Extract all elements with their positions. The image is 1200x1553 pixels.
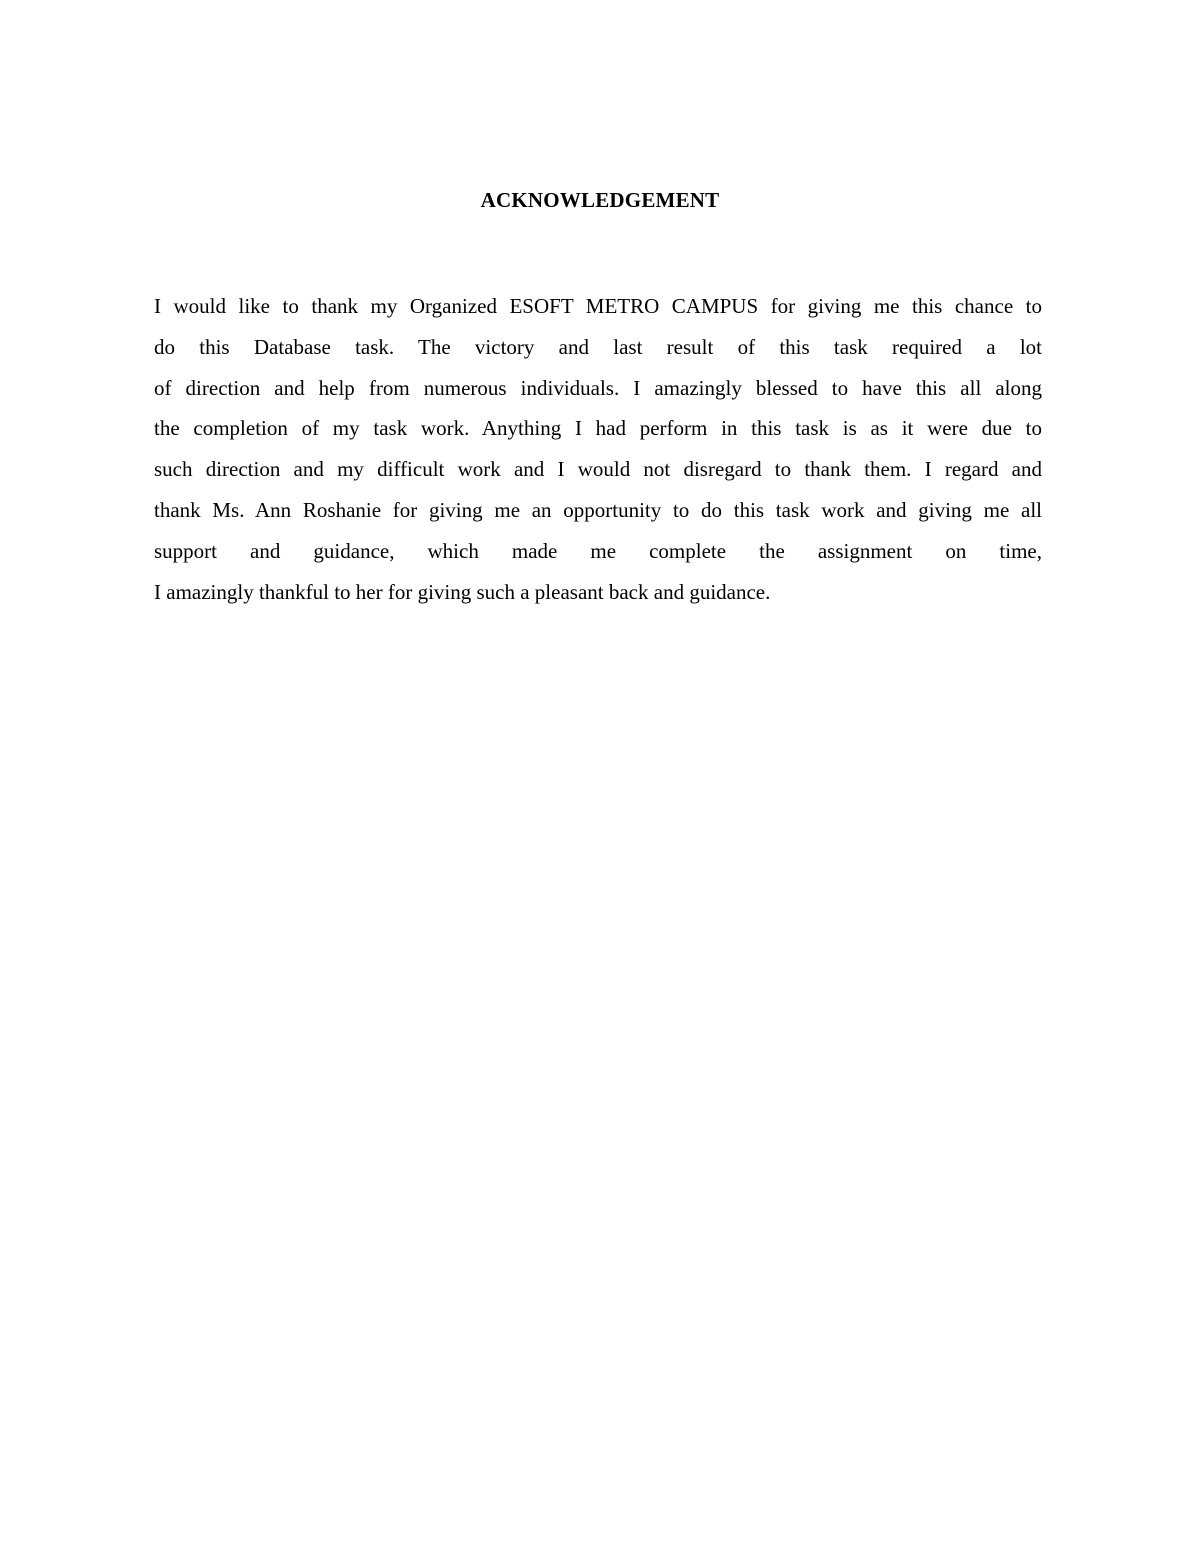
paragraph-line: I amazingly thankful to her for giving such a pleasant back and guidance. bbox=[154, 579, 771, 604]
paragraph-line: the completion of my task work. Anything I had perform in this task is as it were due to bbox=[154, 416, 1042, 441]
paragraph-line: support and guidance, which made me complete the assignment on time, bbox=[154, 538, 1042, 563]
acknowledgement-paragraph bbox=[154, 286, 1042, 612]
paragraph-line: I would like to thank my Organized ESOFT METRO CAMPUS for giving me this chance to bbox=[154, 294, 1042, 318]
paragraph-line: thank Ms. Ann Roshanie for giving me an opportunity to do this task work and giving me all bbox=[154, 497, 1042, 522]
page-title: ACKNOWLEDGEMENT bbox=[480, 188, 720, 212]
paragraph-line: of direction and help from numerous individuals. I amazingly blessed to have this all along bbox=[154, 375, 1042, 400]
paragraph-line: do this Database task. The victory and last result of this task required a lot bbox=[154, 334, 1042, 359]
paragraph-line: such direction and my difficult work and I would not disregard to thank them. I regard and bbox=[154, 457, 1042, 482]
